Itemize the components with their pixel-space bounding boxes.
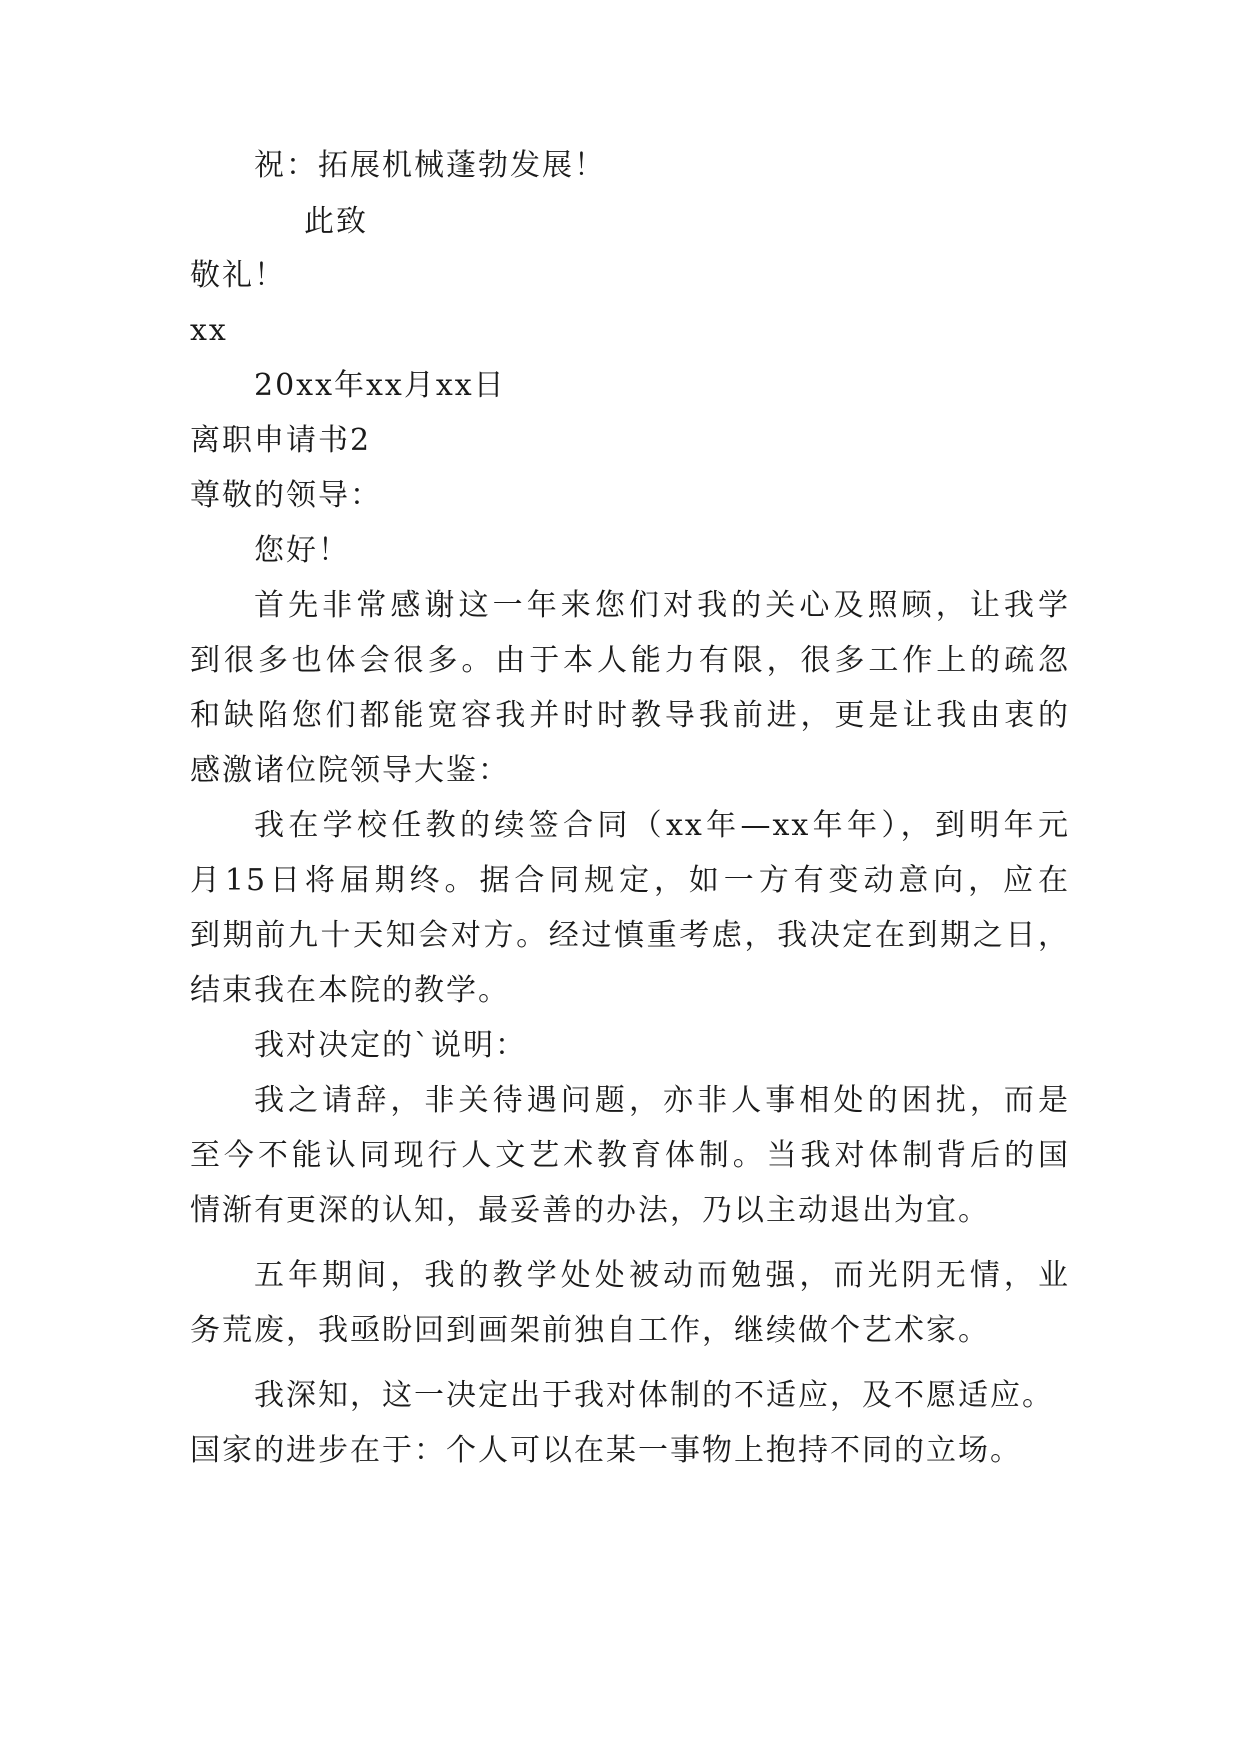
closing-cizhi: 此致 [304,204,368,239]
signature: xx [190,313,228,348]
paragraph-line: 至今不能认同现行人文艺术教育体制。当我对体制背后的国 [190,1138,1070,1173]
closing-jingli: 敬礼！ [190,258,286,293]
paragraph-line: 我之请辞，非关待遇问题，亦非人事相处的困扰，而是 [254,1083,1070,1118]
paragraph-line: 到很多也体会很多。由于本人能力有限，很多工作上的疏忽 [190,643,1070,678]
paragraph-line: 我在学校任教的续签合同（xx年—xx年年），到明年元 [254,808,1070,843]
paragraph-line: 国家的进步在于：个人可以在某一事物上抱持不同的立场。 [190,1433,1022,1468]
salutation: 尊敬的领导： [190,478,382,513]
paragraph-line: 感激诸位院领导大鉴： [190,753,510,788]
paragraph-line: 务荒废，我亟盼回到画架前独自工作，继续做个艺术家。 [190,1313,990,1348]
closing-wish: 祝：拓展机械蓬勃发展！ [254,148,606,183]
date: 20xx年xx月xx日 [254,368,506,403]
paragraph-line: 到期前九十天知会对方。经过慎重考虑，我决定在到期之日， [190,918,1070,953]
paragraph-line: 我深知，这一决定出于我对体制的不适应，及不愿适应。 [254,1378,1054,1413]
paragraph-line: 我对决定的`说明： [254,1028,527,1063]
paragraph-line: 情渐有更深的认知，最妥善的办法，乃以主动退出为宜。 [190,1193,990,1228]
paragraph-line: 月15日将届期终。据合同规定，如一方有变动意向，应在 [190,863,1070,898]
paragraph-line: 五年期间，我的教学处处被动而勉强，而光阴无情，业 [254,1258,1070,1293]
paragraph-line: 结束我在本院的教学。 [190,973,510,1008]
letter-title: 离职申请书2 [190,423,372,458]
paragraph-line: 和缺陷您们都能宽容我并时时教导我前进，更是让我由衷的 [190,698,1070,733]
paragraph-line: 首先非常感谢这一年来您们对我的关心及照顾，让我学 [254,588,1070,623]
greeting: 您好！ [254,533,350,568]
